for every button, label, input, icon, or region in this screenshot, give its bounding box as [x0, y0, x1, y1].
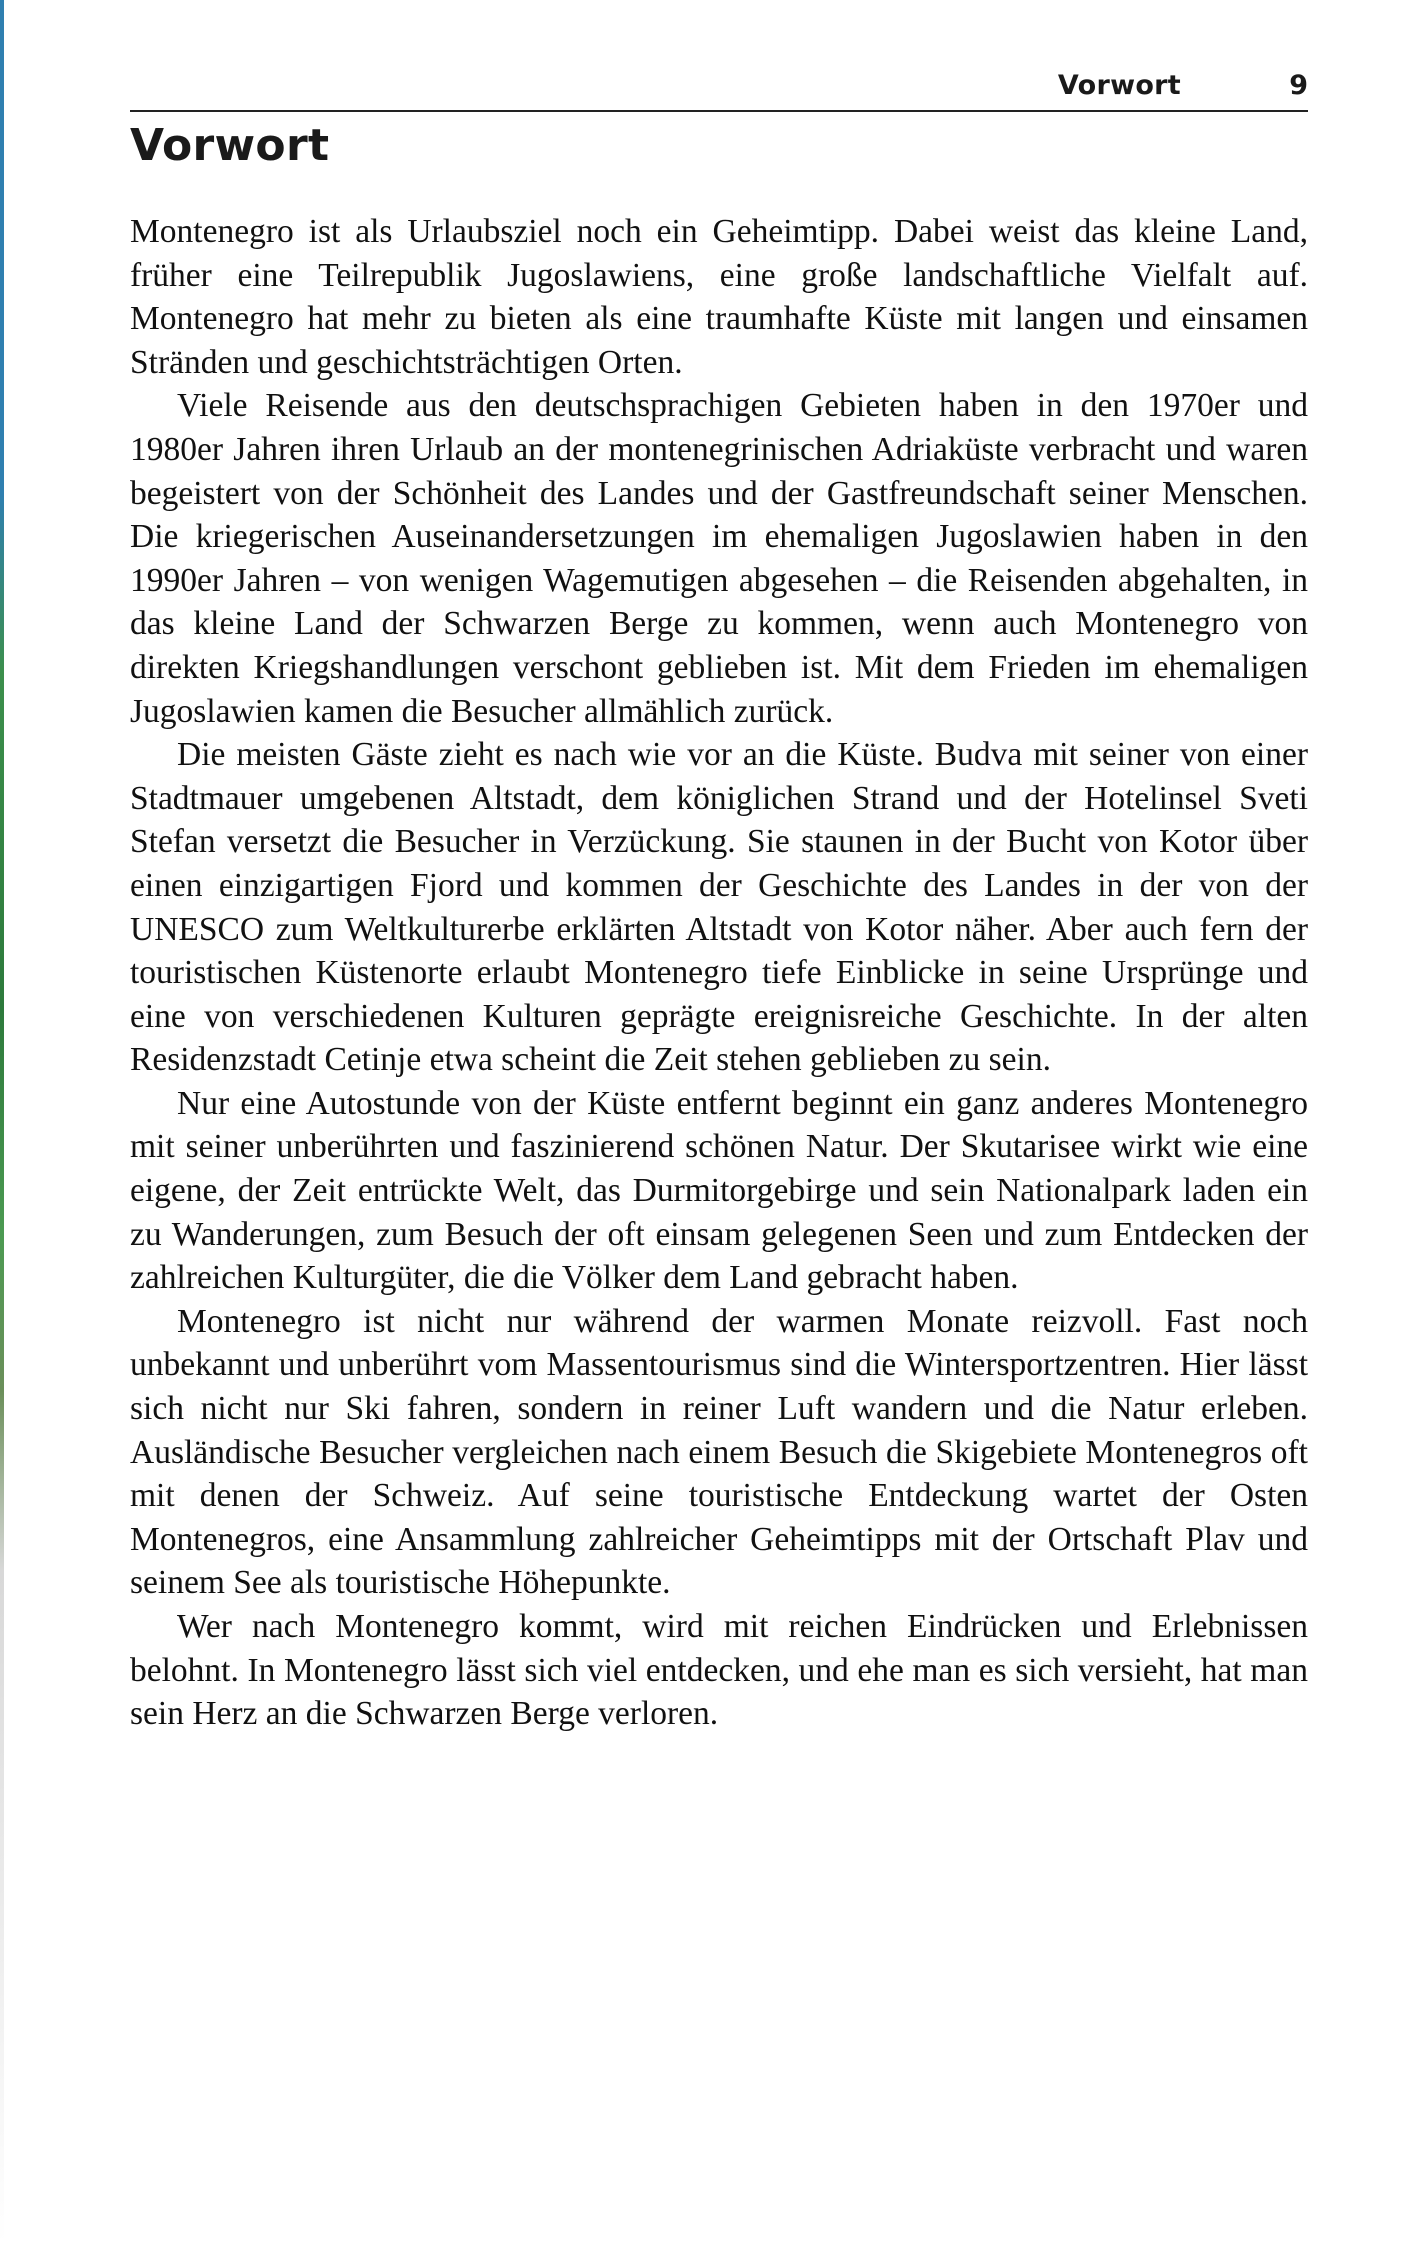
paragraph-6: Wer nach Montenegro kommt, wird mit reichen Eindrücken und Erlebnissen belohnt. In Montenegro lässt sich viel entdecken, und ehe man es sich versieht, hat man sein Herz an die Schwarzen Berge verloren.: [130, 1608, 1308, 1733]
page-number: 9: [1289, 70, 1308, 101]
running-head-title: Vorwort: [1057, 70, 1181, 101]
paragraph-4: Nur eine Autostunde von der Küste entfernt beginnt ein ganz anderes Montenegro mit seiner unberührten und faszinierend schönen Natur. Der Skutarisee wirkt wie eine eigene, der Zeit entrückte Welt, das Durmitorgebirge und sein Nationalpark laden ein zu Wanderungen, zum Besuch der oft einsam gelegenen Seen und zum Entdecken der zahlreichen Kulturgüter, die die Völker dem Land gebracht haben.: [130, 1084, 1308, 1297]
chapter-title: Vorwort: [130, 120, 330, 171]
body-text: [130, 210, 1308, 1736]
paragraph-5: Montenegro ist nicht nur während der warmen Monate reizvoll. Fast noch unbekannt und unberührt vom Massentourismus sind die Wintersportzentren. Hier lässt sich nicht nur Ski fahren, sondern in reiner Luft wandern und die Natur erleben. Ausländische Besucher vergleichen nach einem Besuch die Skigebiete Montenegros oft mit denen der Schweiz. Auf seine touristische Entdeckung wartet der Osten Montenegros, eine Ansammlung zahlreicher Geheimtipps mit der Ortschaft Plav und seinem See als touristische Höhepunkte.: [130, 1302, 1308, 1602]
paragraph-3: Die meisten Gäste zieht es nach wie vor an die Küste. Budva mit seiner von einer Stadtmauer umgebenen Altstadt, dem königlichen Strand und der Hotelinsel Sveti Stefan versetzt die Besucher in Verzückung. Sie staunen in der Bucht von Kotor über einen einzigartigen Fjord und kommen der Geschichte des Landes in der von der UNESCO zum Weltkulturerbe erklärten Altstadt von Kotor näher. Aber auch fern der touristischen Küstenorte erlaubt Montenegro tiefe Einblicke in seine Ursprünge und eine von verschiedenen Kulturen geprägte ereignisreiche Geschichte. In der alten Residenzstadt Cetinje etwa scheint die Zeit stehen geblieben zu sein.: [130, 736, 1308, 1079]
paragraph-1: Montenegro ist als Urlaubsziel noch ein Geheimtipp. Dabei weist das kleine Land, früher eine Teilrepublik Jugoslawiens, eine große landschaftliche Vielfalt auf. Montenegro hat mehr zu bieten als eine traumhafte Küste mit langen und einsamen Stränden und geschichtsträchtigen Orten.: [130, 213, 1308, 381]
running-head: [130, 70, 1308, 112]
page-edge-color-strip: [0, 0, 4, 2244]
paragraph-2: Viele Reisende aus den deutschsprachigen Gebieten haben in den 1970er und 1980er Jahren ihren Urlaub an der montenegrinischen Adriaküste verbracht und waren begeistert von der Schönheit des Landes und der Gastfreundschaft seiner Menschen. Die kriegerischen Auseinandersetzungen im ehemaligen Jugoslawien haben in den 1990er Jahren – von wenigen Wagemutigen abgesehen – die Reisenden abgehalten, in das kleine Land der Schwarzen Berge zu kommen, wenn auch Montenegro von direkten Kriegshandlungen verschont geblieben ist. Mit dem Frieden im ehemaligen Jugoslawien kamen die Besucher allmählich zurück.: [130, 387, 1308, 730]
